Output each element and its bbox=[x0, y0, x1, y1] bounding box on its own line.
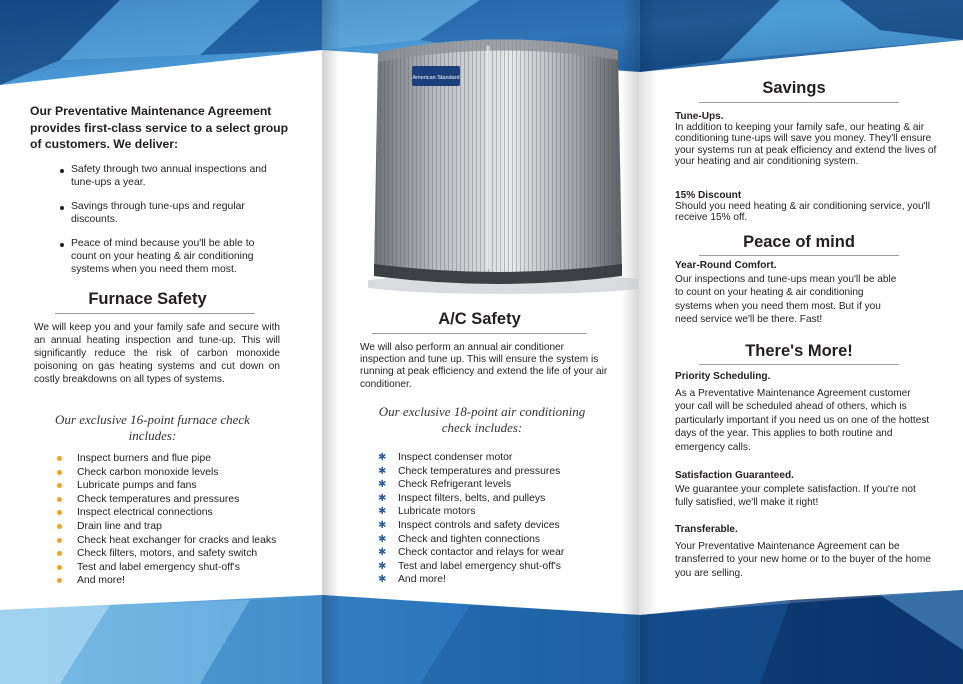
list-item: ✱ Inspect filters, belts, and pulleys bbox=[378, 492, 546, 504]
furnace-check-heading: Our exclusive 16-point furnace check includes: bbox=[55, 412, 250, 443]
savings-title: Savings bbox=[762, 79, 826, 97]
furnace-safety-text: We will keep you and your family safe and secure with an annual heating inspection and tune-up. This will significantly reduce the risk of carbon monoxide poisoning on gas heating systems and cut down on costly breakdowns on all types of systems. bbox=[34, 322, 280, 385]
list-item: ✱ Test and label emergency shut-off's bbox=[378, 560, 561, 572]
list-item: Test and label emergency shut-off's bbox=[55, 561, 276, 575]
list-item: Check filters, motors, and safety switch bbox=[55, 547, 276, 561]
list-item: Inspect electrical connections bbox=[55, 506, 276, 520]
intro-text: Our Preventative Maintenance Agreement provides first-class service to a select group of customers. We deliver: bbox=[30, 104, 289, 151]
list-item: ✱ Check contactor and relays for wear bbox=[378, 547, 565, 559]
list-item: ✱ Lubricate motors bbox=[378, 506, 476, 518]
furnace-safety-title: Furnace Safety bbox=[88, 290, 207, 308]
title-underline bbox=[699, 102, 899, 103]
list-item: Peace of mind because you'll be able to count on your heating & air conditioning systems when you need them most. bbox=[60, 238, 275, 276]
snowflake-icon: ✱ bbox=[378, 533, 387, 545]
title-underline bbox=[699, 255, 899, 256]
comfort-section: Year-Round Comfort. Our inspections and tune-ups mean you'll be able to count on your heating & air conditioning systems when you need them most. But if you need service we'll be there. Fast! bbox=[675, 260, 897, 325]
list-item: Check carbon monoxide levels bbox=[55, 466, 276, 480]
snowflake-icon: ✱ bbox=[378, 492, 387, 504]
list-item: ✱ Check temperatures and pressures bbox=[378, 465, 561, 477]
snowflake-icon: ✱ bbox=[378, 519, 387, 531]
furnace-check-list bbox=[55, 452, 276, 588]
priority-section: Priority Scheduling. As a Preventative Maintenance Agreement customer your call will be scheduled ahead of others, which is particularly important if you need us on one of the hottest days of the year. This applies to both routine and emergency calls. bbox=[675, 371, 930, 453]
transferable-section: Transferable. Your Preventative Maintenance Agreement can be transferred to your new home or to the buyer of the home you are selling. bbox=[675, 524, 931, 579]
list-item: Check temperatures and pressures bbox=[55, 493, 276, 507]
snowflake-icon: ✱ bbox=[378, 574, 387, 586]
snowflake-icon: ✱ bbox=[378, 506, 387, 518]
panel-left bbox=[0, 0, 322, 684]
list-item: Check heat exchanger for cracks and leaks bbox=[55, 534, 276, 548]
snowflake-icon: ✱ bbox=[378, 560, 387, 572]
ac-safety-title: A/C Safety bbox=[438, 310, 521, 328]
snowflake-icon: ✱ bbox=[378, 452, 387, 463]
list-item: ✱ Inspect condenser motor bbox=[378, 452, 513, 463]
list-item: Safety through two annual inspections and tune-ups a year. bbox=[60, 164, 275, 189]
ac-check-list bbox=[378, 451, 564, 587]
list-item: Inspect burners and flue pipe bbox=[55, 452, 276, 466]
benefits-list bbox=[60, 164, 275, 288]
panel-center bbox=[322, 0, 639, 684]
title-underline bbox=[699, 364, 899, 365]
tuneups-section: Tune-Ups. In addition to keeping your family safe, our heating & air conditioning tune-ups will save you money. They'll ensure your systems run at peak efficiency and extend the lives of your heating and air conditioning system. bbox=[675, 111, 937, 167]
snowflake-icon: ✱ bbox=[378, 547, 387, 559]
ac-unit-image bbox=[368, 34, 638, 296]
ac-check-heading: Our exclusive 18-point air conditioning check includes: bbox=[378, 404, 586, 435]
title-underline bbox=[55, 313, 255, 314]
snowflake-icon: ✱ bbox=[378, 479, 387, 491]
ac-safety-text: We will also perform an annual air conditioner inspection and tune up. This will ensure the system is running at peak efficiency and extend the life of your air conditioner. bbox=[360, 342, 608, 390]
list-item: ✱ Inspect controls and safety devices bbox=[378, 519, 560, 531]
list-item: ✱ Check and tighten connections bbox=[378, 533, 541, 545]
discount-section: 15% Discount Should you need heating & air conditioning service, you'll receive 15% off. bbox=[675, 190, 930, 224]
satisfaction-section: Satisfaction Guaranteed. We guarantee your complete satisfaction. If you're not fully satisfied, we'll make it right! bbox=[675, 470, 916, 508]
panel-right bbox=[639, 0, 963, 684]
list-item: Drain line and trap bbox=[55, 520, 276, 534]
theres-more-title: There's More! bbox=[745, 342, 853, 360]
list-item: And more! bbox=[55, 574, 276, 588]
list-item: ✱ Check Refrigerant levels bbox=[378, 479, 512, 491]
peace-of-mind-title: Peace of mind bbox=[743, 233, 855, 251]
list-item: Lubricate pumps and fans bbox=[55, 479, 276, 493]
brand-label: American Standard bbox=[412, 75, 460, 81]
snowflake-icon: ✱ bbox=[378, 465, 387, 477]
list-item: ✱ And more! bbox=[378, 574, 446, 586]
list-item: Savings through tune-ups and regular discounts. bbox=[60, 201, 275, 226]
title-underline bbox=[372, 333, 587, 334]
